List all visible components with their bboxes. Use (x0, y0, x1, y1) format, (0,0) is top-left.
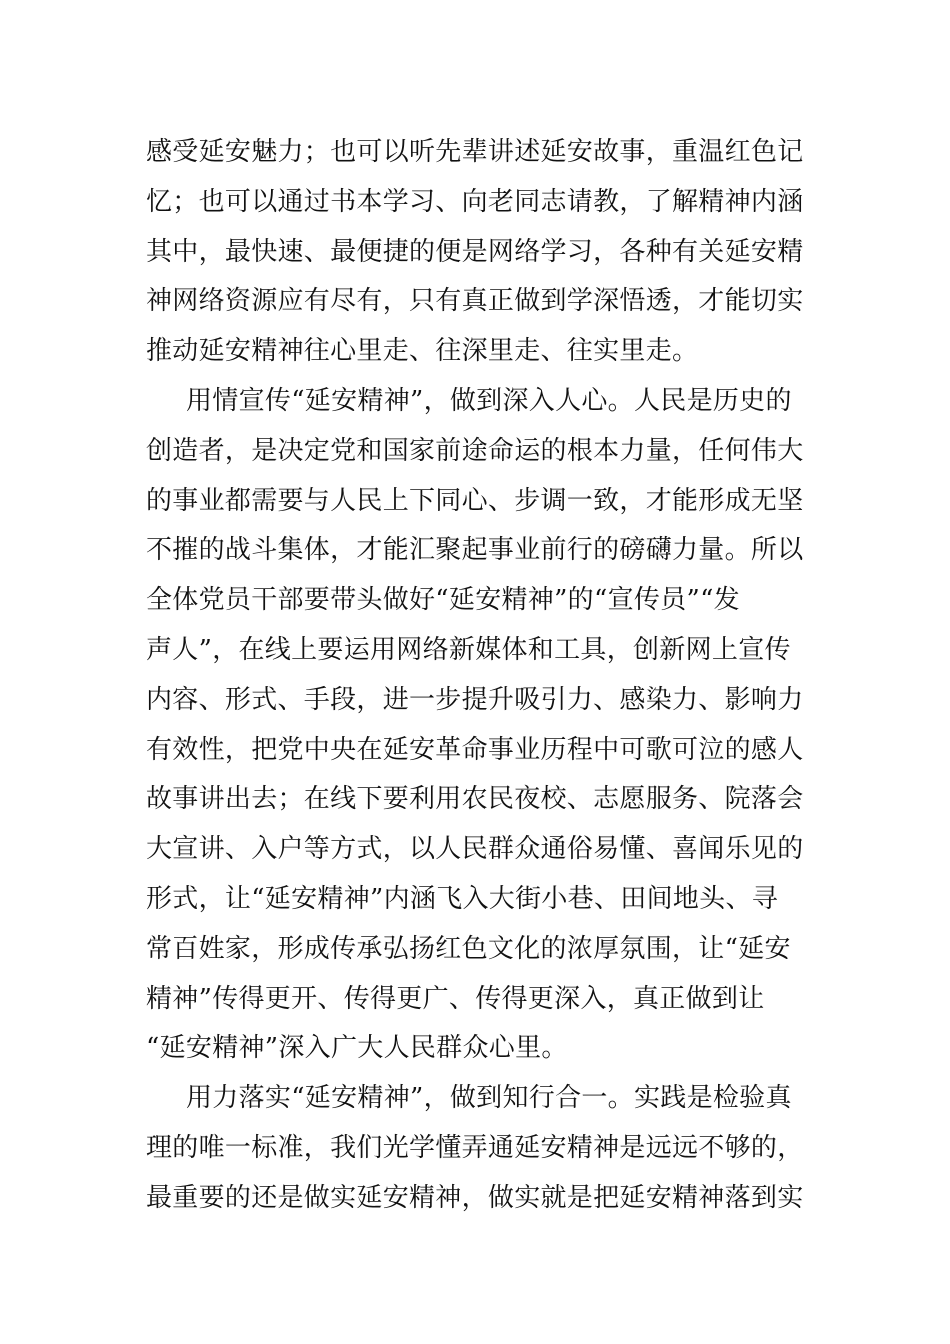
document-body (146, 128, 806, 1224)
paragraph-first-line: 用力落实“延安精神”，做到知行合一。实践是检验真 (186, 1083, 792, 1114)
text-line: 声人”，在线上要运用网络新媒体和工具，创新网上宣传 (146, 634, 791, 665)
text-line: 推动延安精神往心里走、往深里走、往实里走。 (146, 336, 699, 367)
text-line: 故事讲出去；在线下要利用农民夜校、志愿服务、院落会 (146, 784, 804, 815)
text-line: 形式，让“延安精神”内涵飞入大街小巷、田间地头、寻 (146, 883, 779, 914)
text-line: “延安精神”深入广大人民群众心里。 (146, 1033, 568, 1064)
text-line: 大宣讲、入户等方式，以人民群众通俗易懂、喜闻乐见的 (146, 834, 804, 865)
text-line: 不摧的战斗集体，才能汇聚起事业前行的磅礴力量。所以 (146, 535, 804, 566)
text-line: 有效性，把党中央在延安革命事业历程中可歌可泣的感人 (146, 734, 804, 765)
text-line: 其中，最快速、最便捷的便是网络学习，各种有关延安精 (146, 236, 804, 267)
paragraph-first-line: 用情宣传“延安精神”，做到深入人心。人民是历史的 (186, 385, 792, 416)
text-line: 全体党员干部要带头做好“延安精神”的“宣传员”“发 (146, 585, 740, 616)
text-line: 感受延安魅力；也可以听先辈讲述延安故事，重温红色记 (146, 137, 804, 167)
text-line: 最重要的还是做实延安精神，做实就是把延安精神落到实 (146, 1182, 804, 1213)
text-line: 常百姓家，形成传承弘扬红色文化的浓厚氛围，让“延安 (146, 933, 791, 964)
text-line: 创造者，是决定党和国家前途命运的根本力量，任何伟大 (146, 435, 804, 466)
text-line: 忆；也可以通过书本学习、向老同志请教，了解精神内涵 (146, 186, 804, 217)
text-line: 理的唯一标准，我们光学懂弄通延安精神是远远不够的， (146, 1132, 804, 1163)
text-line: 内容、形式、手段，进一步提升吸引力、感染力、影响力 (146, 684, 804, 715)
text-line: 的事业都需要与人民上下同心、步调一致，才能形成无坚 (146, 485, 804, 516)
text-line: 神网络资源应有尽有，只有真正做到学深悟透，才能切实 (146, 286, 804, 317)
text-line: 精神”传得更开、传得更广、传得更深入，真正做到让 (146, 983, 765, 1014)
